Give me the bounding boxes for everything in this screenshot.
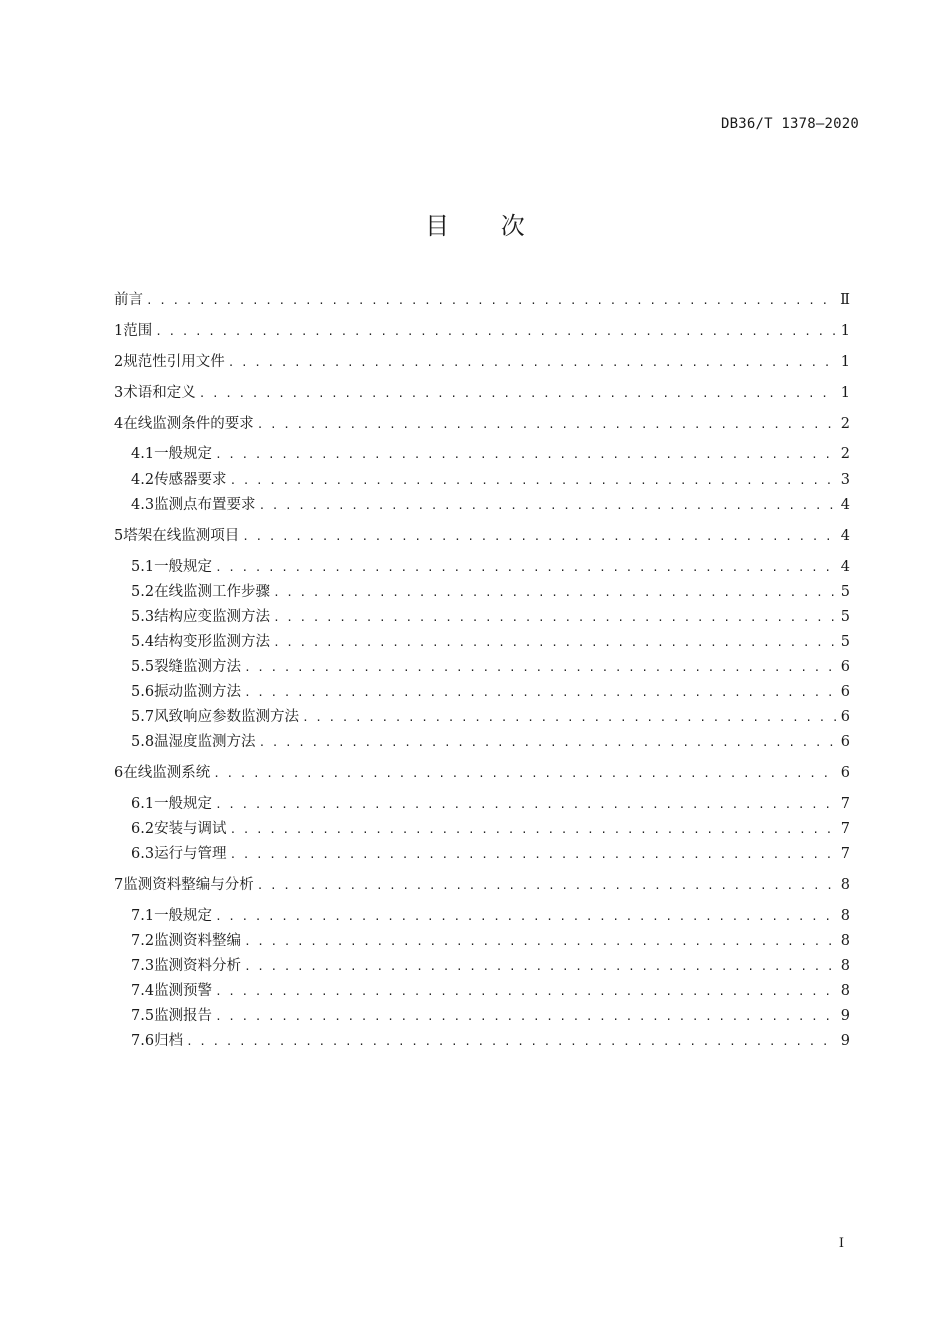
toc-entry-page: 1 (840, 323, 850, 339)
toc-dot-leader (155, 325, 837, 338)
toc-entry-label: 运行与管理 (154, 846, 227, 862)
toc-dot-leader (230, 474, 837, 487)
toc-dot-leader (302, 711, 837, 724)
toc-entry-label: 归档 (154, 1033, 184, 1049)
toc-entry[interactable] (131, 979, 850, 1001)
toc-entry-number: 7.3 (131, 958, 155, 974)
toc-entry-page: 1 (840, 385, 850, 401)
toc-entry[interactable] (114, 288, 850, 310)
toc-entry[interactable] (131, 954, 850, 976)
toc-entry-number: 5.7 (131, 709, 155, 725)
page-title: 目 次 (425, 212, 547, 240)
toc-entry-number: 4 (114, 416, 124, 432)
toc-dot-leader (215, 561, 837, 574)
toc-entry-number: 7.2 (131, 933, 155, 949)
toc-entry-label: 裂缝监测方法 (154, 659, 242, 675)
toc-entry-page: 9 (840, 1033, 850, 1049)
toc-entry-page: 7 (840, 821, 850, 837)
toc-entry-number: 5 (114, 528, 124, 544)
toc-entry-number: 7.6 (131, 1033, 155, 1049)
toc-dot-leader (215, 910, 837, 923)
toc-entry-number: 1 (114, 323, 124, 339)
toc-entry[interactable] (114, 381, 850, 403)
toc-entry-page: 6 (840, 734, 850, 750)
toc-entry[interactable] (131, 630, 850, 652)
toc-entry-page: 7 (840, 846, 850, 862)
toc-entry-label: 振动监测方法 (154, 684, 242, 700)
toc-entry-label: 安装与调试 (154, 821, 227, 837)
toc-entry-page: 8 (840, 958, 850, 974)
toc-entry-page: 1 (840, 354, 850, 370)
toc-entry-label: 塔架在线监测项目 (123, 528, 240, 544)
toc-entry-page: 8 (840, 877, 850, 893)
toc-entry-number: 5.5 (131, 659, 155, 675)
toc-entry-page: 6 (840, 684, 850, 700)
toc-entry-label: 风致响应参数监测方法 (154, 709, 300, 725)
toc-dot-leader (257, 879, 837, 892)
toc-entry-label: 一般规定 (154, 908, 213, 924)
toc-dot-leader (215, 798, 837, 811)
toc-entry-number: 5.3 (131, 609, 155, 625)
toc-entry-label: 监测资料整编与分析 (123, 877, 254, 893)
toc-dot-leader (186, 1035, 837, 1048)
toc-entry[interactable] (131, 705, 850, 727)
toc-entry[interactable] (131, 468, 850, 490)
toc-entry-label: 术语和定义 (123, 385, 196, 401)
toc-dot-leader (215, 1010, 837, 1023)
toc-entry-label: 传感器要求 (154, 472, 227, 488)
toc-entry[interactable] (131, 442, 850, 464)
toc-dot-leader (215, 448, 837, 461)
toc-entry-label: 监测预警 (154, 983, 213, 999)
toc-entry[interactable] (131, 493, 850, 515)
toc-entry-number: 5.4 (131, 634, 155, 650)
toc-entry-page: 7 (840, 796, 850, 812)
toc-dot-leader (244, 960, 837, 973)
toc-entry-number: 7.4 (131, 983, 155, 999)
document-code: DB36/T 1378—2020 (720, 116, 859, 132)
toc-dot-leader (273, 636, 837, 649)
page-number: I (838, 1236, 844, 1251)
toc-entry-label: 一般规定 (154, 559, 213, 575)
toc-entry-label: 在线监测工作步骤 (154, 584, 271, 600)
toc-entry[interactable] (131, 1029, 850, 1051)
toc-entry-number: 6.2 (131, 821, 155, 837)
toc-entry-label: 在线监测条件的要求 (123, 416, 254, 432)
toc-entry-label: 一般规定 (154, 796, 213, 812)
toc-entry-number: 5.8 (131, 734, 155, 750)
toc-entry-page: 8 (840, 908, 850, 924)
toc-entry-label: 前言 (114, 292, 143, 308)
toc-entry[interactable] (131, 792, 850, 814)
toc-entry-label: 结构变形监测方法 (154, 634, 271, 650)
toc-dot-leader (244, 661, 837, 674)
toc-entry-page: 4 (840, 497, 850, 513)
toc-dot-leader (273, 611, 837, 624)
toc-entry-number: 5.6 (131, 684, 155, 700)
toc-dot-leader (230, 848, 837, 861)
toc-entry-number: 4.1 (131, 446, 155, 462)
toc-dot-leader (215, 985, 837, 998)
toc-entry-page: 8 (840, 933, 850, 949)
toc-entry[interactable] (131, 904, 850, 926)
toc-entry-page: 3 (840, 472, 850, 488)
toc-entry[interactable] (114, 524, 850, 546)
toc-entry-page: 6 (840, 765, 850, 781)
toc-entry-number: 2 (114, 354, 124, 370)
toc-entry-page: 2 (840, 446, 850, 462)
toc-dot-leader (259, 736, 837, 749)
toc-entry-number: 5.1 (131, 559, 155, 575)
toc-dot-leader (199, 387, 837, 400)
toc-entry[interactable] (131, 655, 850, 677)
toc-entry-page: 8 (840, 983, 850, 999)
toc-entry-number: 6.1 (131, 796, 155, 812)
toc-dot-leader (259, 499, 837, 512)
toc-entry-number: 4.3 (131, 497, 155, 513)
toc-entry-number: 7.1 (131, 908, 155, 924)
toc-entry-label: 监测报告 (154, 1008, 213, 1024)
toc-entry-number: 7 (114, 877, 124, 893)
toc-entry-label: 结构应变监测方法 (154, 609, 271, 625)
toc-entry-label: 一般规定 (154, 446, 213, 462)
toc-dot-leader (244, 935, 837, 948)
toc-entry-page: 5 (840, 584, 850, 600)
toc-entry-page: Ⅱ (840, 292, 850, 308)
toc-entry-page: 6 (840, 709, 850, 725)
toc-entry-number: 3 (114, 385, 124, 401)
toc-entry[interactable] (114, 761, 850, 783)
toc-entry[interactable] (131, 730, 850, 752)
toc-dot-leader (242, 530, 837, 543)
toc-dot-leader (244, 686, 837, 699)
toc-dot-leader (213, 767, 837, 780)
toc-entry-page: 6 (840, 659, 850, 675)
toc-entry[interactable] (114, 873, 850, 895)
toc-entry-page: 4 (840, 528, 850, 544)
toc-dot-leader (146, 294, 836, 307)
toc-entry-label: 监测点布置要求 (154, 497, 256, 513)
toc-entry-page: 2 (840, 416, 850, 432)
toc-dot-leader (273, 586, 837, 599)
toc-entry-page: 5 (840, 634, 850, 650)
toc-entry-page: 4 (840, 559, 850, 575)
toc-entry[interactable] (131, 555, 850, 577)
toc-entry[interactable] (114, 319, 850, 341)
toc-entry[interactable] (131, 817, 850, 839)
toc-dot-leader (230, 823, 837, 836)
toc-entry-number: 6 (114, 765, 124, 781)
toc-entry-page: 5 (840, 609, 850, 625)
toc-entry-label: 监测资料分析 (154, 958, 242, 974)
toc-dot-leader (257, 418, 837, 431)
toc-entry-number: 7.5 (131, 1008, 155, 1024)
toc-entry-number: 6.3 (131, 846, 155, 862)
toc-entry-number: 4.2 (131, 472, 155, 488)
toc-entry-label: 监测资料整编 (154, 933, 242, 949)
toc-entry-label: 范围 (123, 323, 153, 339)
toc-entry-label: 规范性引用文件 (123, 354, 225, 370)
toc-dot-leader (228, 356, 837, 369)
toc-entry[interactable] (131, 680, 850, 702)
toc-entry[interactable] (114, 412, 850, 434)
toc-entry[interactable] (131, 842, 850, 864)
toc-entry-label: 温湿度监测方法 (154, 734, 256, 750)
toc-entry[interactable] (131, 1004, 850, 1026)
toc-entry-page: 9 (840, 1008, 850, 1024)
toc-entry[interactable] (131, 580, 850, 602)
toc-entry[interactable] (131, 605, 850, 627)
toc-entry-label: 在线监测系统 (123, 765, 211, 781)
toc-entry[interactable] (114, 350, 850, 372)
toc-entry[interactable] (131, 929, 850, 951)
toc-entry-number: 5.2 (131, 584, 155, 600)
